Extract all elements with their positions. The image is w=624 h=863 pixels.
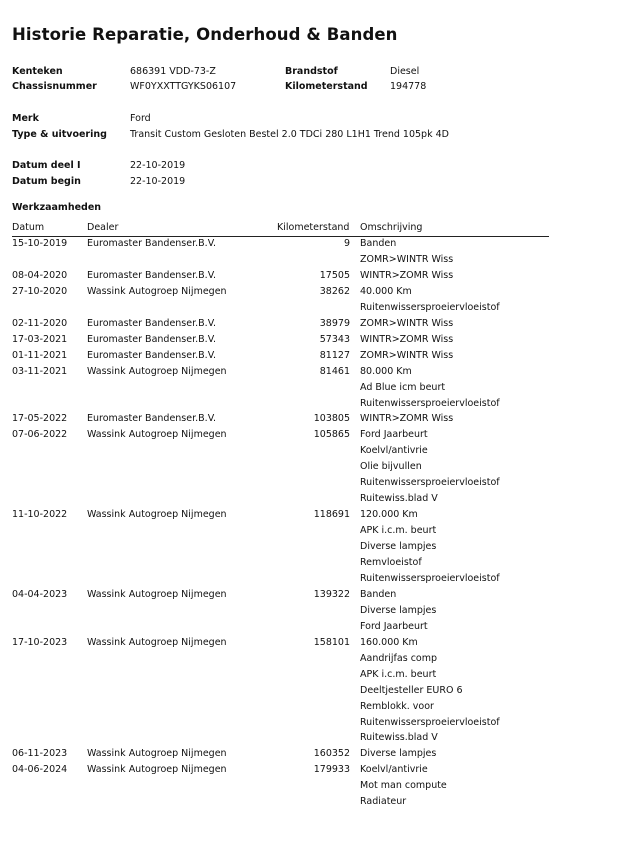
- row-omschrijving-item: 120.000 Km: [360, 509, 418, 521]
- row-omschrijving-item: Ad Blue icm beurt: [360, 381, 446, 393]
- row-omschrijving-item: Ford Jaarbeurt: [360, 429, 428, 441]
- row-datum: 17-10-2023: [12, 636, 68, 648]
- row-kilometerstand: 57343: [319, 333, 350, 345]
- row-omschrijving-item: WINTR>ZOMR Wiss: [360, 413, 454, 425]
- row-omschrijving-item: Ruitewiss.blad V: [360, 493, 438, 505]
- brandstof-value: Diesel: [390, 66, 420, 77]
- table-header-divider: [12, 236, 549, 237]
- kilometerstand-value: 194778: [390, 81, 427, 92]
- datum-begin-label: Datum begin: [12, 176, 81, 187]
- row-omschrijving-item: WINTR>ZOMR Wiss: [360, 333, 454, 345]
- row-omschrijving-item: Ruitenwissersproeiervloeistof: [360, 716, 500, 728]
- row-omschrijving-item: Deeltjesteller EURO 6: [360, 684, 463, 696]
- column-header-dealer: Dealer: [87, 222, 119, 233]
- type-label: Type & uitvoering: [12, 129, 107, 140]
- datum-deel1-value: 22-10-2019: [130, 160, 186, 171]
- row-kilometerstand: 118691: [313, 509, 350, 521]
- row-dealer: Euromaster Bandenser.B.V.: [87, 238, 216, 249]
- row-omschrijving-item: 80.000 Km: [360, 365, 412, 377]
- row-kilometerstand: 17505: [319, 269, 350, 281]
- row-datum: 02-11-2020: [12, 317, 68, 329]
- row-omschrijving-item: 40.000 Km: [360, 285, 412, 297]
- row-datum: 27-10-2020: [12, 285, 68, 297]
- row-omschrijving-item: Koelvl/antivrie: [360, 445, 428, 457]
- row-kilometerstand: 103805: [313, 413, 350, 425]
- row-datum: 07-06-2022: [12, 429, 68, 441]
- row-omschrijving-item: Diverse lampjes: [360, 748, 437, 760]
- row-omschrijving-item: Remvloeistof: [360, 557, 422, 568]
- row-dealer: Wassink Autogroep Nijmegen: [87, 764, 227, 776]
- row-omschrijving-item: Banden: [360, 238, 397, 249]
- row-dealer: Euromaster Bandenser.B.V.: [87, 333, 216, 345]
- row-omschrijving-item: Diverse lampjes: [360, 604, 437, 616]
- row-dealer: Wassink Autogroep Nijmegen: [87, 365, 227, 377]
- row-dealer: Wassink Autogroep Nijmegen: [87, 588, 227, 600]
- row-kilometerstand: 158101: [313, 636, 350, 648]
- werkzaamheden-heading: Werkzaamheden: [12, 202, 102, 213]
- row-kilometerstand: 9: [343, 238, 350, 249]
- row-kilometerstand: 81461: [319, 365, 350, 377]
- row-kilometerstand: 105865: [313, 429, 350, 441]
- row-omschrijving-item: Ruitenwissersproeiervloeistof: [360, 397, 500, 409]
- row-omschrijving-item: Remblokk. voor: [360, 700, 434, 712]
- row-omschrijving-item: Ruitenwissersproeiervloeistof: [360, 572, 500, 584]
- row-kilometerstand: 160352: [313, 748, 350, 760]
- row-omschrijving-item: Ford Jaarbeurt: [360, 620, 428, 632]
- row-datum: 03-11-2021: [12, 365, 68, 377]
- row-datum: 04-04-2023: [12, 588, 68, 600]
- column-header-datum: Datum: [12, 222, 45, 233]
- row-kilometerstand: 38979: [319, 317, 350, 329]
- row-omschrijving-item: WINTR>ZOMR Wiss: [360, 269, 454, 281]
- row-dealer: Wassink Autogroep Nijmegen: [87, 285, 227, 297]
- row-omschrijving-item: ZOMR>WINTR Wiss: [360, 349, 454, 361]
- row-dealer: Wassink Autogroep Nijmegen: [87, 509, 227, 521]
- kenteken-label: Kenteken: [12, 66, 63, 77]
- row-datum: 15-10-2019: [12, 238, 68, 249]
- row-kilometerstand: 38262: [319, 285, 350, 297]
- row-kilometerstand: 179933: [313, 764, 350, 776]
- column-header-kilometerstand: Kilometerstand: [277, 222, 350, 233]
- datum-deel1-label: Datum deel I: [12, 160, 81, 171]
- row-datum: 11-10-2022: [12, 509, 68, 521]
- row-datum: 17-03-2021: [12, 333, 68, 345]
- row-dealer: Wassink Autogroep Nijmegen: [87, 429, 227, 441]
- row-datum: 04-06-2024: [12, 764, 68, 776]
- datum-begin-value: 22-10-2019: [130, 176, 186, 187]
- row-datum: 01-11-2021: [12, 349, 68, 361]
- merk-label: Merk: [12, 113, 39, 124]
- chassis-label: Chassisnummer: [12, 81, 97, 92]
- row-omschrijving-item: Ruitenwissersproeiervloeistof: [360, 301, 500, 313]
- row-dealer: Euromaster Bandenser.B.V.: [87, 269, 216, 281]
- row-omschrijving-item: Mot man compute: [360, 780, 447, 792]
- row-omschrijving-item: 160.000 Km: [360, 636, 418, 648]
- row-omschrijving-item: Aandrijfas comp: [360, 652, 438, 664]
- row-omschrijving-item: Ruitenwissersproeiervloeistof: [360, 477, 500, 489]
- row-datum: 17-05-2022: [12, 413, 68, 425]
- kilometerstand-label: Kilometerstand: [285, 81, 368, 92]
- merk-value: Ford: [130, 113, 151, 124]
- row-omschrijving-item: Radiateur: [360, 796, 407, 808]
- row-omschrijving-item: ZOMR>WINTR Wiss: [360, 317, 454, 329]
- row-omschrijving-item: APK i.c.m. beurt: [360, 525, 437, 537]
- brandstof-label: Brandstof: [285, 66, 338, 77]
- type-value: Transit Custom Gesloten Bestel 2.0 TDCi 280 L1H1 Trend 105pk 4D: [130, 129, 449, 140]
- row-kilometerstand: 81127: [319, 349, 350, 361]
- row-omschrijving-item: Ruitewiss.blad V: [360, 732, 438, 744]
- chassis-value: WF0YXXTTGYKS06107: [130, 81, 237, 92]
- kenteken-value: 686391 VDD-73-Z: [130, 66, 216, 77]
- row-dealer: Euromaster Bandenser.B.V.: [87, 349, 216, 361]
- row-dealer: Wassink Autogroep Nijmegen: [87, 636, 227, 648]
- row-dealer: Euromaster Bandenser.B.V.: [87, 413, 216, 425]
- row-omschrijving-item: Banden: [360, 588, 397, 600]
- row-omschrijving-item: APK i.c.m. beurt: [360, 668, 437, 680]
- page-title: Historie Reparatie, Onderhoud & Banden: [12, 25, 398, 44]
- row-datum: 06-11-2023: [12, 748, 68, 760]
- row-dealer: Wassink Autogroep Nijmegen: [87, 748, 227, 760]
- row-kilometerstand: 139322: [313, 588, 350, 600]
- column-header-omschrijving: Omschrijving: [360, 222, 423, 233]
- row-omschrijving-item: Diverse lampjes: [360, 541, 437, 553]
- row-dealer: Euromaster Bandenser.B.V.: [87, 317, 216, 329]
- row-omschrijving-item: Koelvl/antivrie: [360, 764, 428, 776]
- row-omschrijving-item: Olie bijvullen: [360, 461, 422, 473]
- row-datum: 08-04-2020: [12, 269, 68, 281]
- row-omschrijving-item: ZOMR>WINTR Wiss: [360, 253, 454, 265]
